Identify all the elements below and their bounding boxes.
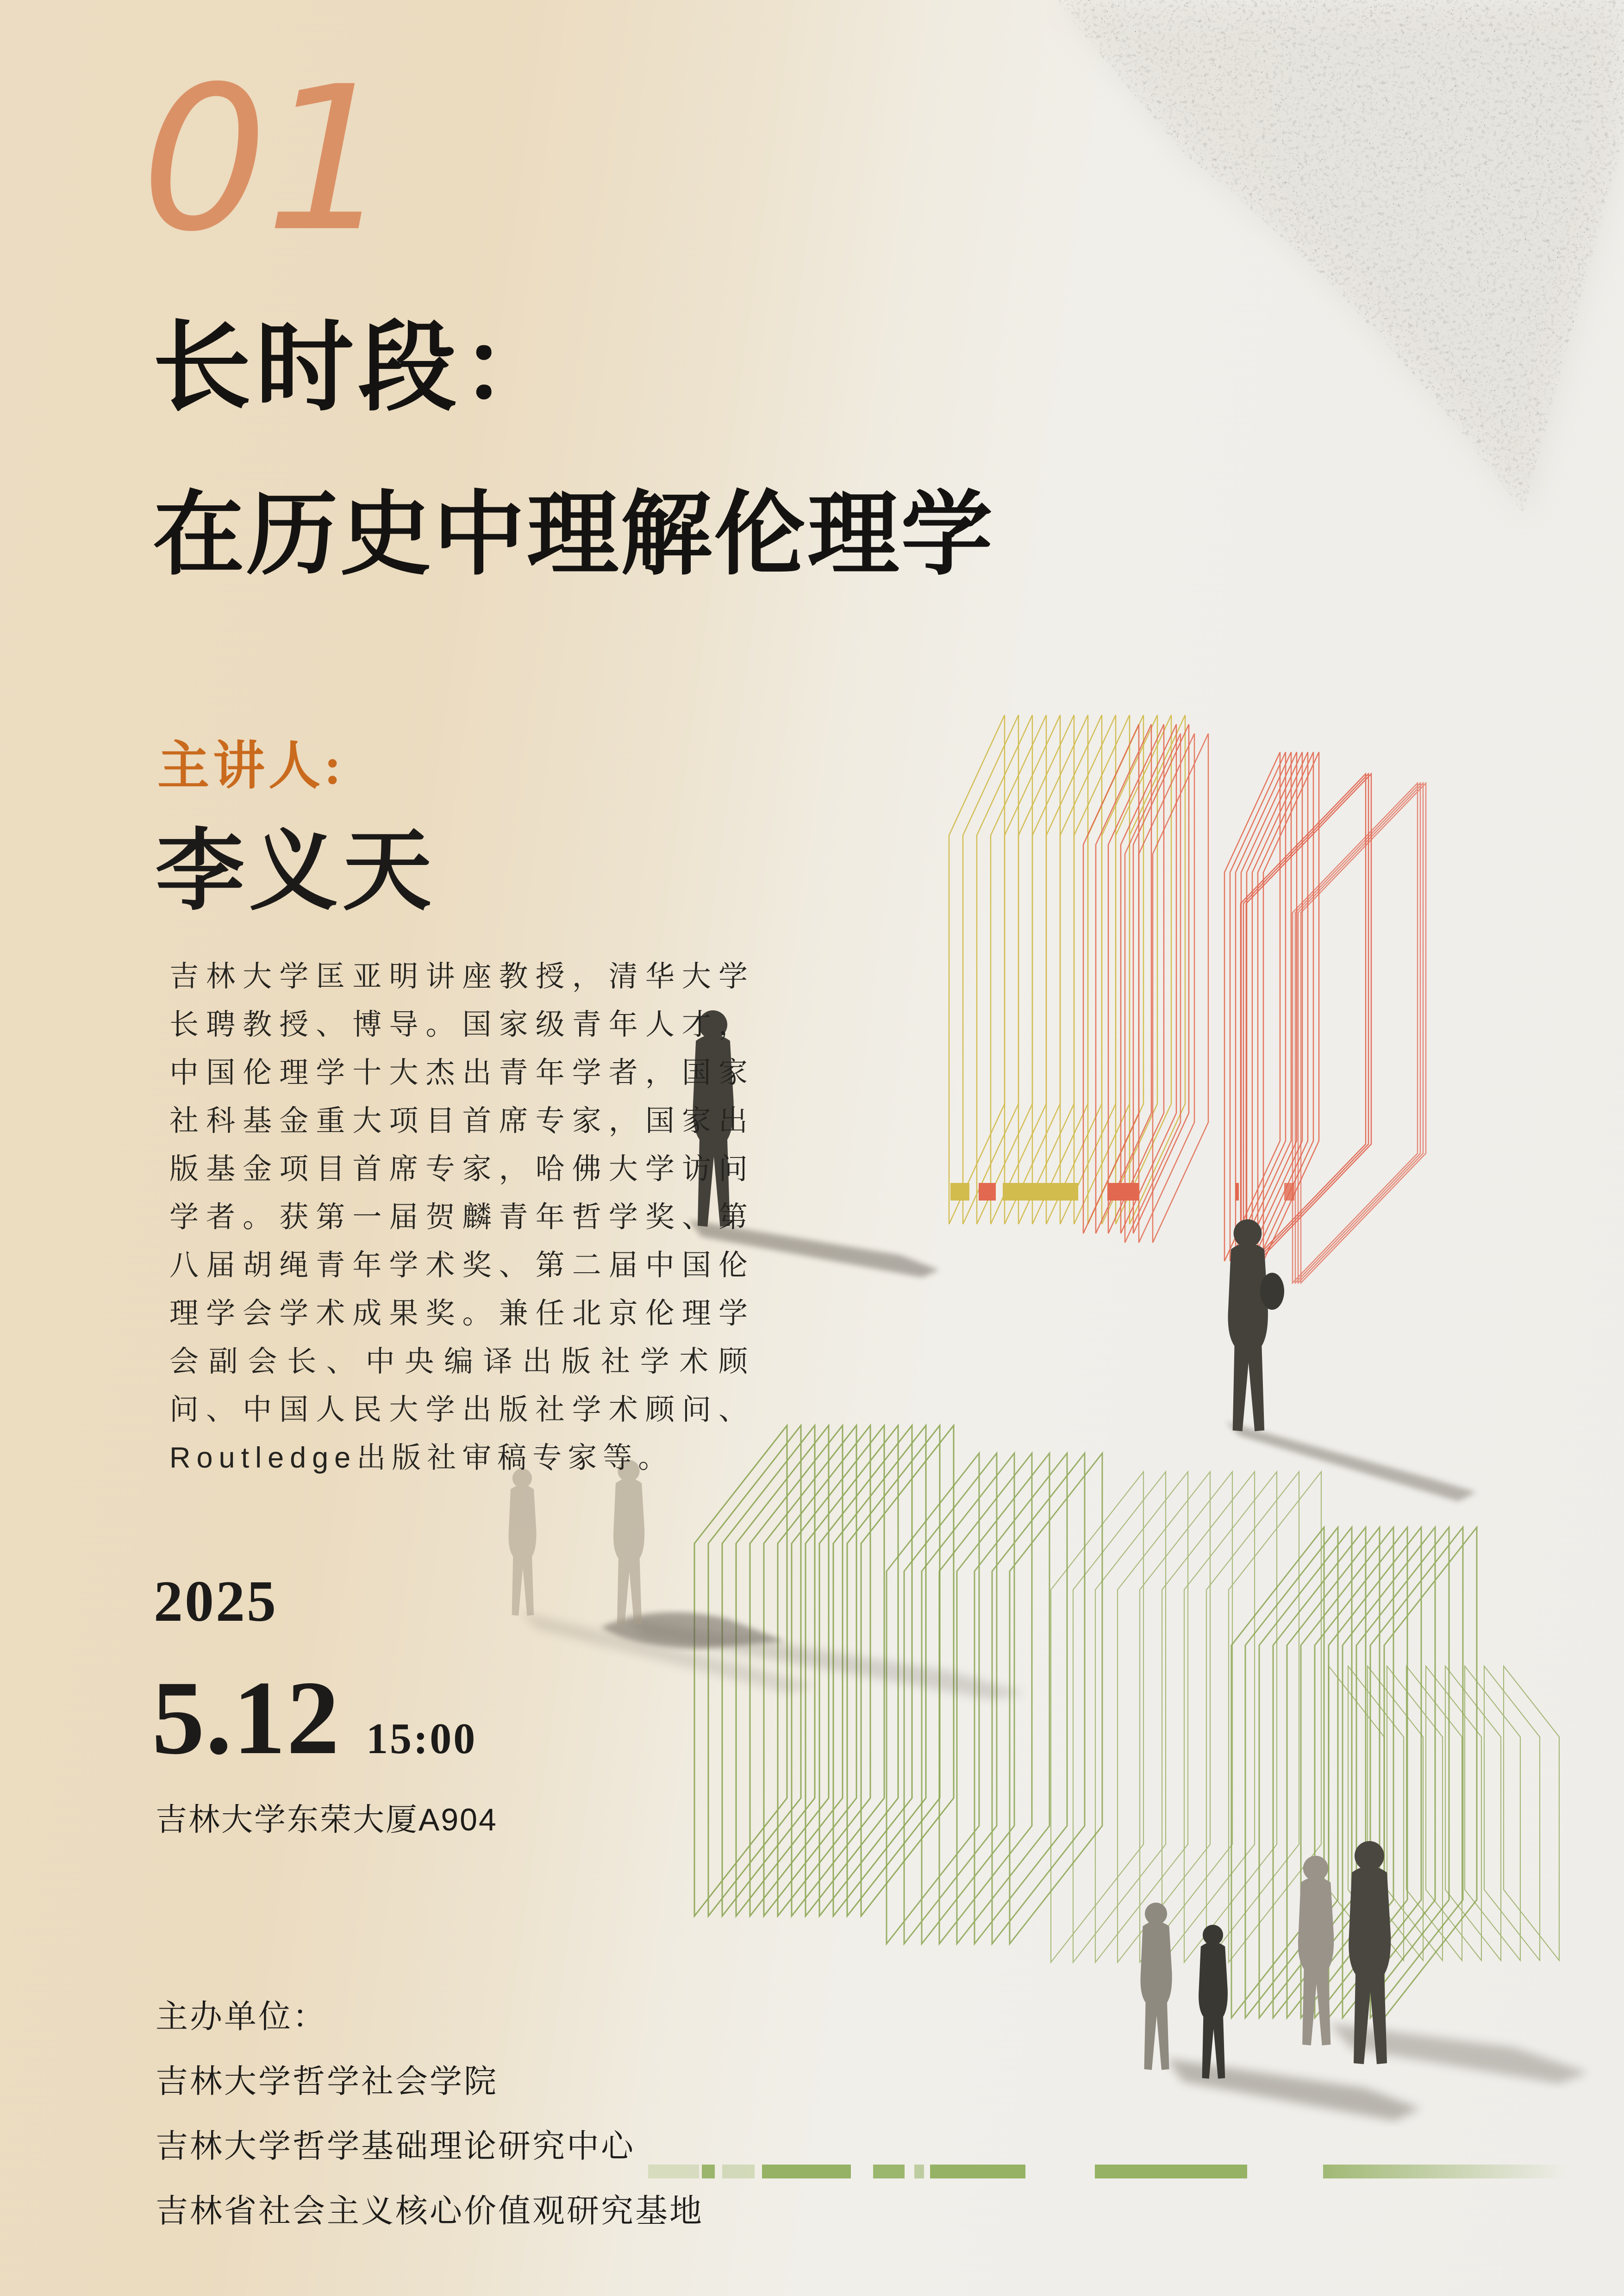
- event-venue: 吉林大学东荣大厦A904: [156, 1802, 498, 1837]
- organizer-item: 吉林大学哲学基础理论研究中心: [156, 2128, 635, 2164]
- lecture-title-line1: 长时段：: [153, 314, 564, 423]
- organizer-block: [156, 2000, 704, 2259]
- event-date-row: [152, 1660, 477, 1776]
- green-dash-bar: [648, 2165, 1568, 2178]
- organizer-item: 吉林大学哲学社会学院: [156, 2063, 498, 2099]
- speaker-name: 李义天: [156, 822, 436, 921]
- organizer-label: 主办单位：: [156, 1998, 327, 2035]
- event-date: 5.12: [152, 1660, 340, 1776]
- lecture-title-line2: 在历史中理解伦理学: [153, 485, 994, 586]
- event-year: 2025: [154, 1569, 278, 1634]
- speaker-label: 主讲人:: [157, 738, 345, 795]
- event-time: 15:00: [366, 1715, 477, 1763]
- organizer-item: 吉林省社会主义核心价值观研究基地: [156, 2193, 704, 2229]
- person-bag: [1260, 1273, 1284, 1310]
- index-number: 01: [141, 44, 389, 275]
- speaker-bio: 吉林大学匡亚明讲座教授，清华大学长聘教授、博导。国家级青年人才，中国伦理学十大杰出青年学者，国家社科基金重大项目首席专家，国家出版基金项目首席专家，哈佛大学访问学者。获第一届贺麟青年哲学奖、第八届胡绳青年学术奖、第二届中国伦理学会学术成果奖。兼任北京伦理学会副会长、中央编译出版社学术顾问、中国人民大学出版社学术顾问、Routledge出版社审稿专家等。: [169, 960, 754, 1474]
